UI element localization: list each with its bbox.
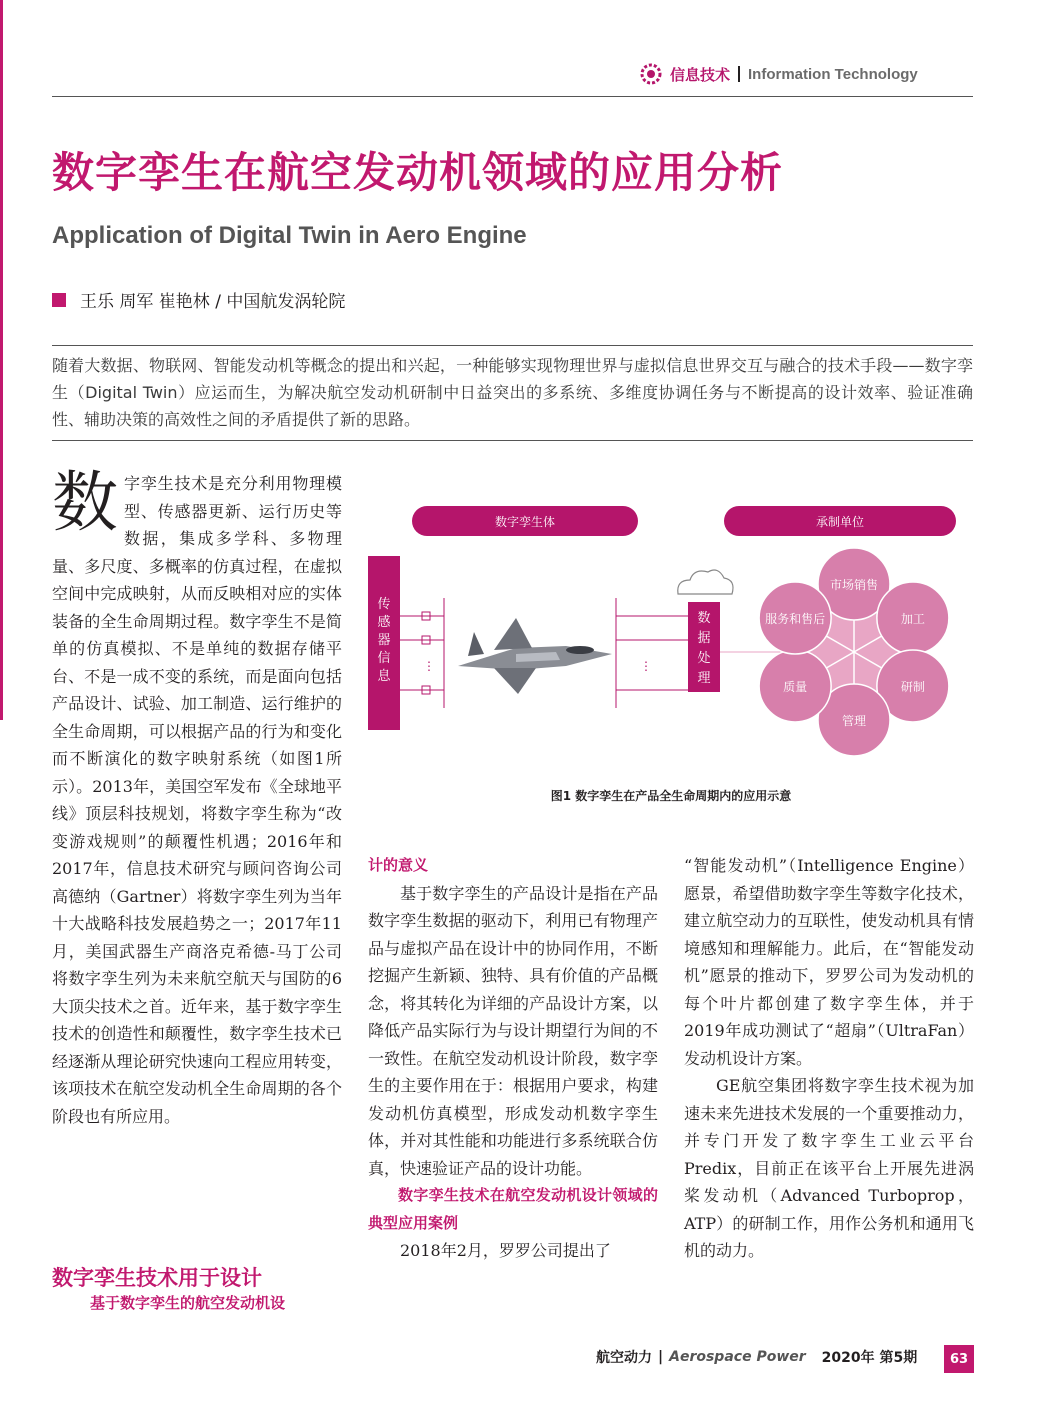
sensor-char: 感 [377, 615, 391, 630]
journal-name-en: Aerospace Power [669, 1349, 806, 1365]
figure-caption: 图1 数字孪生在产品全生命周期内的应用示意 [550, 789, 792, 803]
sensor-char: 信 [377, 651, 391, 666]
figure-1 [366, 498, 976, 768]
section-name-en: Information Technology [748, 65, 918, 83]
col2-heading: 计的意义 [368, 856, 429, 874]
abstract: 随着大数据、物联网、智能发动机等概念的提出和兴起，一种能够实现物理世界与虚拟信息世界交互与融合的技术手段——数字孪生（Digital Twin）应运而生，为解决航空发动机研制中日益突出的多系统、多维度协调任务与不断提高的设计效率、验证准确性、辅助决策的高效性之间的矛盾提供了新的思路。 [52, 356, 973, 429]
author-line [52, 287, 345, 312]
header-separator [738, 66, 740, 82]
subsection-heading: 基于数字孪生的航空发动机设 [90, 1294, 286, 1312]
footer-separator: | [658, 1349, 664, 1365]
author-names: 王乐 周军 崔艳林 / 中国航发涡轮院 [80, 292, 346, 312]
drop-cap: 数 [52, 464, 118, 541]
col2-paragraph: 基于数字孪生的产品设计是指在产品数字孪生数据的驱动下，利用已有物理产品与虚拟产品在设计中的协同作用，不断挖掘产生新颖、独特、具有价值的产品概念，将其转化为详细的产品设计方案，以降低产品实际行为与设计期望行为间的不一致性。在航空发动机设计阶段，数字孪生的主要作用在于：根据用户要求，构建发动机仿真模型，形成发动机数字孪生体，并对其性能和功能进行多系统联合仿真，快速验证产品的设计功能。 [368, 883, 658, 1178]
col3-paragraph-2: GE航空集团将数字孪生技术视为加速未来先进技术发展的一个重要推动力，并专门开发了数字孪生工业云平台Predix，目前正在该平台上开展先进涡桨发动机（Advanced Turboprop，ATP）的研制工作，用作公务机和通用飞机的动力。 [684, 1076, 974, 1260]
author-bullet [52, 293, 66, 307]
carrier-pill-label: 承制单位 [815, 515, 865, 529]
twin-pill-label: 数字孪生体 [494, 515, 556, 529]
proc-ellipsis: ⋮ [640, 659, 652, 673]
petal-label: 研制 [900, 680, 925, 694]
col2-heading-2: 数字孪生技术在航空发动机设计领域的典型应用案例 [368, 1186, 658, 1232]
processing-char: 据 [697, 631, 711, 646]
section-header [640, 62, 918, 86]
petal-label: 市场销售 [829, 578, 879, 592]
column-1 [52, 464, 342, 1130]
journal-name-cn: 航空动力 [596, 1350, 652, 1366]
processing-char: 数 [697, 611, 711, 626]
lifecycle-flower [759, 548, 949, 756]
sensor-label [377, 597, 391, 684]
abstract-rule-top [52, 345, 973, 346]
issue-label: 2020年 第5期 [821, 1350, 918, 1366]
col2-paragraph-2: 2018年2月，罗罗公司提出了 [400, 1241, 611, 1260]
article-title-en: Application of Digital Twin in Aero Engine [52, 222, 527, 249]
page-footer [596, 1347, 917, 1367]
left-edge-bar [0, 0, 3, 720]
petal-label: 管理 [841, 714, 867, 728]
article-title-cn: 数字孪生在航空发动机领域的应用分析 [52, 148, 784, 197]
sensor-char: 传 [377, 597, 391, 612]
section-name-cn: 信息技术 [670, 65, 731, 84]
sensor-ellipsis: ⋮ [423, 659, 435, 673]
petal-label: 质量 [783, 680, 808, 694]
cloud-icon [678, 570, 733, 594]
digital-twin-diagram [366, 498, 976, 768]
page-number: 63 [944, 1345, 974, 1373]
column-3 [684, 852, 974, 1265]
petal-label: 加工 [900, 612, 925, 626]
column-2 [368, 852, 658, 1265]
abstract-rule-bottom [52, 440, 973, 441]
col1-text: 字孪生技术是充分利用物理模型、传感器更新、运行历史等数据，集成多学科、多物理量、多尺度、多概率的仿真过程，在虚拟空间中完成映射，从而反映相对应的实体装备的全生命周期过程。数字孪生不是简单的仿真模拟、不是单纯的数据存储平台、不是一成不变的系统，而是面向包括产品设计、试验、加工制造、运行维护的全生命周期，可以根据产品的行为和变化而不断演化的数字映射系统（如图1所示）。2013年，美国空军发布《全球地平线》顶层科技规划，将数字孪生称为“改变游戏规则”的颠覆性机遇；2016年和2017年，信息技术研究与顾问咨询公司高德纳（Gartner）将数字孪生列为当年十大战略科技发展趋势之一；2017年11月，美国武器生产商洛克希德-马丁公司将数字孪生列为未来航空航天与国防的6大顶尖技术之首。近年来，基于数字孪生技术的创造性和颠覆性，数字孪生技术已经逐渐从理论研究快速向工程应用转变，该项技术在航空发动机全生命周期的各个阶段也有所应用。 [52, 474, 342, 1126]
col3-paragraph: “智能发动机”（Intelligence Engine）愿景，希望借助数字孪生等数字化技术，建立航空动力的互联性，使发动机具有情境感知和理解能力。此后，在“智能发动机”愿景的推动下，罗罗公司为发动机的每个叶片都创建了数字孪生体，并于2019年成功测试了“超扇”（UltraFan）发动机设计方案。 [684, 856, 974, 1068]
header-rule [52, 96, 973, 97]
processing-char: 处 [697, 651, 711, 666]
petal-label: 服务和售后 [765, 612, 826, 626]
processing-char: 理 [697, 671, 711, 686]
fighter-jet-image [458, 618, 612, 694]
sensor-char: 器 [377, 633, 391, 648]
gear-icon [640, 63, 662, 85]
sensor-char: 息 [377, 669, 391, 684]
section-heading: 数字孪生技术用于设计 [52, 1266, 262, 1290]
